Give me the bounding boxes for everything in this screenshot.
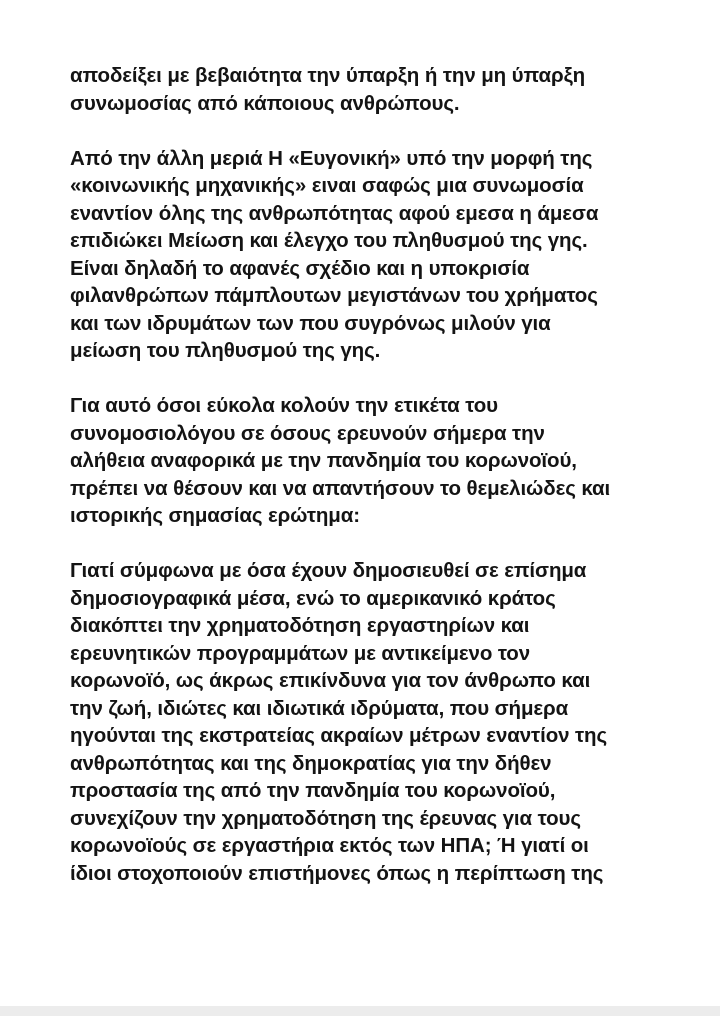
text-line: Είναι δηλαδή το αφανές σχέδιο και η υποκρισία (70, 256, 530, 280)
text-line: «κοινωνικής μηχανικής» ειναι σαφώς μια συνωμοσία (70, 174, 584, 197)
text-line: μείωση του πληθυσμού της γης. (70, 339, 381, 362)
paragraph-1 (70, 62, 710, 117)
text-line: Γιατί σύμφωνα με όσα έχουν δημοσιευθεί σε επίσημα (70, 559, 587, 582)
text-line: αλήθεια αναφορικά με την πανδημία του κορωνοϊού, (70, 449, 577, 472)
text-line: Από την άλλη μεριά Η «Ευγονική» υπό την μορφή της (70, 146, 593, 170)
text-line: Για αυτό όσοι εύκολα κολούν την ετικέτα του (70, 394, 499, 417)
paragraph-3 (70, 392, 710, 530)
text-line: και των ιδρυμάτων των που συγρόνως μιλούν για (70, 311, 551, 335)
text-line: ηγούνται της εκστρατείας ακραίων μέτρων εναντίον της (70, 724, 608, 747)
text-line: ανθρωπότητας και της δημοκρατίας για την δήθεν (70, 751, 552, 775)
text-line: διακόπτει την χρηματοδότηση εργαστηρίων και (70, 614, 530, 637)
text-line: την ζωή, ιδιώτες και ιδιωτικά ιδρύματα, που σήμερα (70, 696, 569, 720)
text-line: εναντίον όλης της ανθρωπότητας αφού εμεσα η άμεσα (70, 201, 599, 225)
text-line: πρέπει να θέσουν και να απαντήσουν το θεμελιώδες και (70, 476, 611, 500)
text-line: επιδιώκει Μείωση και έλεγχο του πληθυσμού της γης. (70, 229, 588, 252)
page-bottom-edge (0, 1006, 720, 1016)
text-line: δημοσιογραφικά μέσα, ενώ το αμερικανικό κράτος (70, 586, 556, 610)
paragraph-2 (70, 145, 710, 365)
text-line: ερευνητικών προγραμμάτων με αντικείμενο τον (70, 641, 531, 665)
text-line: συνεχίζουν την χρηματοδότηση της έρευνας για τους (70, 806, 581, 830)
text-line: ιστορικής σημασίας ερώτημα: (70, 504, 360, 527)
text-line: ίδιοι στοχοποιούν επιστήμονες όπως η περίπτωση της (70, 861, 604, 885)
text-line: αποδείξει με βεβαιότητα την ύπαρξη ή την μη ύπαρξη (70, 64, 586, 87)
document-body (70, 62, 710, 915)
text-line: κορωνοϊούς σε εργαστήρια εκτός των ΗΠΑ; Ή γιατί οι (70, 834, 589, 857)
text-line: φιλανθρώπων πάμπλουτων μεγιστάνων του χρήματος (70, 284, 598, 307)
text-line: συνωμοσίας από κάποιους ανθρώπους. (70, 91, 460, 115)
text-line: προστασία της από την πανδημία του κορωνοϊού, (70, 779, 556, 802)
text-line: κορωνοϊό, ως άκρως επικίνδυνα για τον άνθρωπο και (70, 669, 591, 692)
paragraph-4 (70, 557, 710, 887)
text-line: συνομοσιολόγου σε όσους ερευνούν σήμερα την (70, 421, 545, 445)
